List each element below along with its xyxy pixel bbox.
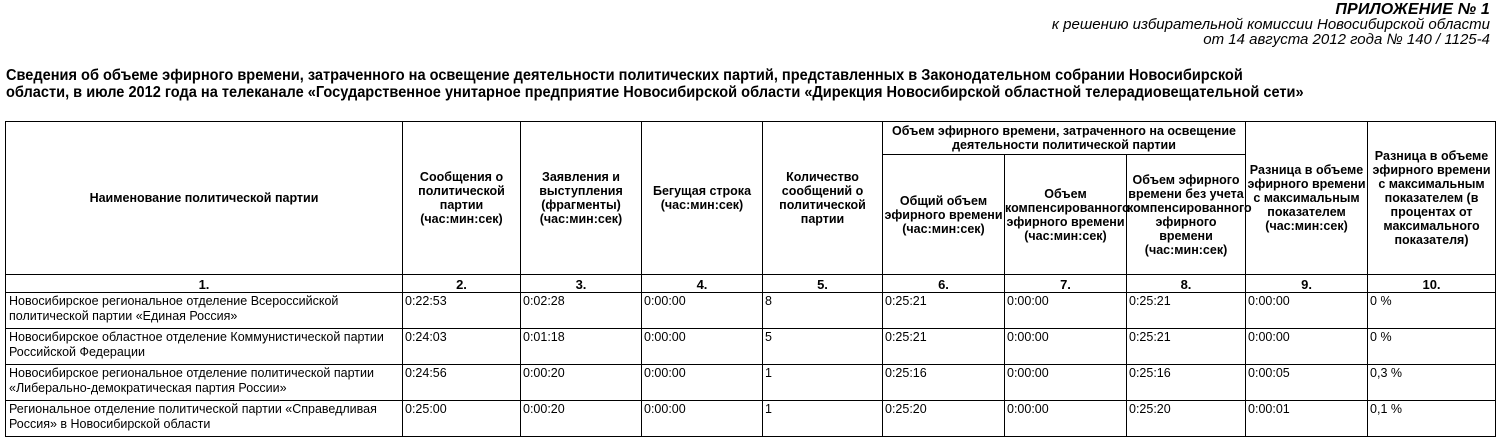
header-diff-percent: Разница в объеме эфирного времени с максимальным показателем (в процентах от максимального показателя) [1368,122,1496,275]
col-number-6: 6. [883,275,1005,293]
col-number-1: 1. [6,275,403,293]
ticker-cell: 0:00:00 [642,401,763,437]
diff-max-cell: 0:00:00 [1246,293,1368,329]
total-airtime-cell: 0:25:21 [883,329,1005,365]
without-compensated-cell: 0:25:20 [1127,401,1246,437]
messages-cell: 0:24:03 [403,329,521,365]
statements-cell: 0:01:18 [521,329,642,365]
count-cell: 8 [763,293,883,329]
diff-percent-cell: 0 % [1368,293,1496,329]
without-compensated-cell: 0:25:16 [1127,365,1246,401]
total-airtime-cell: 0:25:21 [883,293,1005,329]
party-name-cell: Региональное отделение политической партии «Справедливая Россия» в Новосибирской области [6,401,403,437]
appendix-date-line: от 14 августа 2012 года № 140 / 1125-4 [1203,31,1490,48]
header-count: Количество сообщений о политической партии [763,122,883,275]
header-airtime-group: Объем эфирного времени, затраченного на освещение деятельности политической партии [883,122,1246,155]
compensated-cell: 0:00:00 [1005,401,1127,437]
table-row [6,329,1496,365]
header-ticker: Бегущая строка (час:мин:сек) [642,122,763,275]
diff-max-cell: 0:00:05 [1246,365,1368,401]
header-compensated-airtime: Объем компенсированного эфирного времени (час:мин:сек) [1005,155,1127,275]
header-diff-max: Разница в объеме эфирного времени с максимальным показателем (час:мин:сек) [1246,122,1368,275]
document-heading [6,67,1407,101]
ticker-cell: 0:00:00 [642,329,763,365]
messages-cell: 0:22:53 [403,293,521,329]
col-number-2: 2. [403,275,521,293]
count-cell: 5 [763,329,883,365]
diff-max-cell: 0:00:01 [1246,401,1368,437]
col-number-5: 5. [763,275,883,293]
table-row [6,401,1496,437]
diff-percent-cell: 0,1 % [1368,401,1496,437]
appendix-decision-line: к решению избирательной комиссии Новосибирской области [1051,16,1490,33]
header-statements: Заявления и выступления (фрагменты) (час:мин:сек) [521,122,642,275]
statements-cell: 0:02:28 [521,293,642,329]
party-name-cell: Новосибирское областное отделение Коммунистической партии Российской Федерации [6,329,403,365]
compensated-cell: 0:00:00 [1005,329,1127,365]
diff-max-cell: 0:00:00 [1246,329,1368,365]
header-airtime-without-compensated: Объем эфирного времени без учета компенсированного эфирного времени (час:мин:сек) [1127,155,1246,275]
table-row [6,365,1496,401]
total-airtime-cell: 0:25:16 [883,365,1005,401]
compensated-cell: 0:00:00 [1005,293,1127,329]
header-total-airtime: Общий объем эфирного времени (час:мин:сек) [883,155,1005,275]
heading-line-2: области, в июле 2012 года на телеканале «Государственное унитарное предприятие Новосибирской области «Дирекция Новосибирской областной телерадиовещательной сети» [6,84,1304,101]
party-name-cell: Новосибирское региональное отделение политической партии «Либерально-демократическая партия России» [6,365,403,401]
messages-cell: 0:24:56 [403,365,521,401]
col-number-4: 4. [642,275,763,293]
party-name-cell: Новосибирское региональное отделение Всероссийской политической партии «Единая Россия» [6,293,403,329]
col-number-8: 8. [1127,275,1246,293]
without-compensated-cell: 0:25:21 [1127,329,1246,365]
count-cell: 1 [763,365,883,401]
table-row [6,293,1496,329]
airtime-table [5,121,1496,437]
header-messages: Сообщения о политической партии (час:мин:сек) [403,122,521,275]
appendix-block [1052,2,1490,47]
ticker-cell: 0:00:00 [642,365,763,401]
appendix-title: ПРИЛОЖЕНИЕ № 1 [1335,1,1490,18]
heading-line-1: Сведения об объеме эфирного времени, затраченного на освещение деятельности политических партий, представленных в Законодательном собрании Новосибирской [6,67,1243,84]
statements-cell: 0:00:20 [521,365,642,401]
col-number-3: 3. [521,275,642,293]
col-number-7: 7. [1005,275,1127,293]
count-cell: 1 [763,401,883,437]
compensated-cell: 0:00:00 [1005,365,1127,401]
col-number-9: 9. [1246,275,1368,293]
ticker-cell: 0:00:00 [642,293,763,329]
statements-cell: 0:00:20 [521,401,642,437]
messages-cell: 0:25:00 [403,401,521,437]
diff-percent-cell: 0,3 % [1368,365,1496,401]
diff-percent-cell: 0 % [1368,329,1496,365]
without-compensated-cell: 0:25:21 [1127,293,1246,329]
header-party-name: Наименование политической партии [6,122,403,275]
col-number-10: 10. [1368,275,1496,293]
total-airtime-cell: 0:25:20 [883,401,1005,437]
